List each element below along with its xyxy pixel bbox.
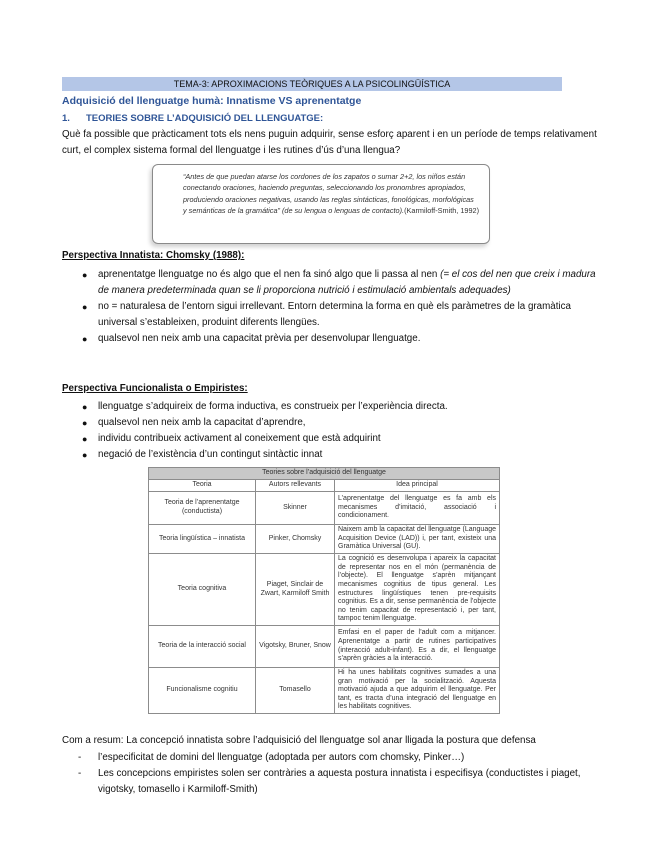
innatist-bullet-emphasis: (= el cos del nen que creix i madura de manera predeterminada quan se li proporciona nutrició i estimulació ambientals adequades) [98,269,596,296]
list-item [62,750,597,766]
innatist-bullet-main: aprenentatge llenguatge no és algo que el nen fa sinó algo que li passa al nen [98,269,438,280]
table-cell: Skinner [256,492,335,525]
table-cell: Pinker, Chomsky [256,525,335,554]
quote-text: “Antes de que puedan atarse los cordones de los zapatos o sumar 2+2, los niños están conectando oraciones, haciendo preguntas, seleccionando los pronombres apropiados, produciendo oraciones negativas, usando las reglas sintácticas, fonológicas, morfológicas y semánticas de la gramática” (de su lengua o lenguas de contacto). [183,172,474,216]
innatist-heading: Perspectiva Innatista: Chomsky (1988): [62,250,245,261]
bullet-icon: ● [82,270,88,280]
table-cell: Tomasello [256,668,335,714]
table-row [149,525,500,554]
functionalist-heading: Perspectiva Funcionalista o Empiristes: [62,383,248,394]
dash-icon: - [78,752,82,763]
bullet-icon: ● [82,434,88,444]
functionalist-bullet: llenguatge s’adquireix de forma inductiva, es construeix per l’experiència directa. [98,401,448,412]
table-header-idea: Idea principal [335,480,500,492]
list-item [62,415,597,431]
list-item [62,766,597,798]
table-row [149,668,500,714]
table-cell: Teoria de la interacció social [149,626,256,668]
theories-table [148,467,500,714]
table-cell: Teoria lingüística – innatista [149,525,256,554]
quote-box [152,164,490,244]
table-header-authors: Autors rellevants [256,480,335,492]
summary-item: l’especificitat de domini del llenguatge (adoptada per autors com chomsky, Pinker…) [98,752,465,763]
bullet-icon: ● [82,450,88,460]
intro-question: Què fa possible que pràcticament tots els nens puguin adquirir, sense esforç aparent i en un període de temps relativament curt, el complex sistema formal del llenguatge i les rutines d’ús d’una llengua? [62,129,597,156]
table-row [149,626,500,668]
section-number: 1. [62,113,70,124]
table-cell: Emfasi en el paper de l’adult com a mitjancer. Aprenentatge a partir de rutines participatives (interacció adult-infant). Es a dir, el llenguatge s’aprèn gràcies a la interacció. [335,626,500,668]
list-item [62,399,597,415]
list-item [62,299,597,331]
functionalist-bullet: qualsevol nen neix amb la capacitat d’aprendre, [98,417,306,428]
functionalist-bullet: negació de l’existència d’un contingut sintàctic innat [98,449,323,460]
table-cell: Hi ha unes habilitats cognitives sumades a una gran motivació per la socialització. Aquesta motivació ajuda a que adquirim el llenguatge. Per tant, es tracta d’una integració del llenguatge en les habilitats cognitives. [335,668,500,714]
page-title: TEMA-3: APROXIMACIONS TEÒRIQUES A LA PSICOLINGÜÍSTICA [62,77,562,91]
bullet-icon: ● [82,418,88,428]
table-cell: Teoria de l’aprenentatge (conductista) [149,492,256,525]
table-cell: Funcionalisme cognitiu [149,668,256,714]
table-cell: Naixem amb la capacitat del llenguatge (Language Acquisition Device (LAD)) i, per tant, existeix una Gramàtica Universal (GU). [335,525,500,554]
summary-intro: Com a resum: La concepció innatista sobre l’adquisició del llenguatge sol anar lligada la postura que defensa [62,735,536,746]
theories-table-wrapper [148,467,500,714]
table-cell: Teoria cognitiva [149,554,256,626]
innatist-bullet-2: no = naturalesa de l’entorn sigui irrellevant. Entorn determina la forma en què els paràmetres de la gramàtica universal s’estableixen, produint diferents llengües. [98,301,571,328]
functionalist-list [62,399,597,463]
dash-icon: - [78,768,82,779]
list-item [62,447,597,463]
table-row [149,554,500,626]
table-cell: L’aprenentatge del llenguatge es fa amb els mecanismes d’imitació, associació i condicionament. [335,492,500,525]
table-caption: Teories sobre l’adquisició del llenguatge [149,468,500,480]
table-cell: La cognició es desenvolupa i apareix la capacitat de representar nos en el món (permanència de l’objecte). El llenguatge s’aprèn mitjançant mecanismes cognitius de tipus general. Les estructures lingüístiques tenen pre-requisits cognitius. Es a dir, sense permanència de l’objecte no tenim capacitat de representació i, per tant, tampoc tenim llenguatge. [335,554,500,626]
summary-list [62,750,597,798]
innatist-list [62,267,597,347]
list-item [62,267,597,299]
functionalist-bullet: individu contribueix activament al coneixement que està adquirint [98,433,381,444]
list-item [62,431,597,447]
summary-item: Les concepcions empiristes solen ser contràries a aquesta postura innatista i especifisya (conductistes i piaget, vigotsky, tomasello i Karmiloff-Smith) [98,768,581,795]
innatist-bullet-3: qualsevol nen neix amb una capacitat prèvia per desenvolupar llenguatge. [98,333,421,344]
table-cell: Vigotsky, Bruner, Snow [256,626,335,668]
bullet-icon: ● [82,302,88,312]
section-title: TEORIES SOBRE L’ADQUISICIÓ DEL LLENGUATGE: [86,113,324,124]
table-header-theory: Teoria [149,480,256,492]
section-heading [62,113,323,124]
quote-source: (Karmiloff-Smith, 1992) [404,206,479,216]
list-item [62,331,597,347]
table-row [149,492,500,525]
document-subtitle: Adquisició del llenguatge humà: Innatisme VS aprenentatge [62,95,362,107]
bullet-icon: ● [82,402,88,412]
bullet-icon: ● [82,334,88,344]
table-cell: Piaget, Sinclair de Zwart, Karmiloff Smith [256,554,335,626]
